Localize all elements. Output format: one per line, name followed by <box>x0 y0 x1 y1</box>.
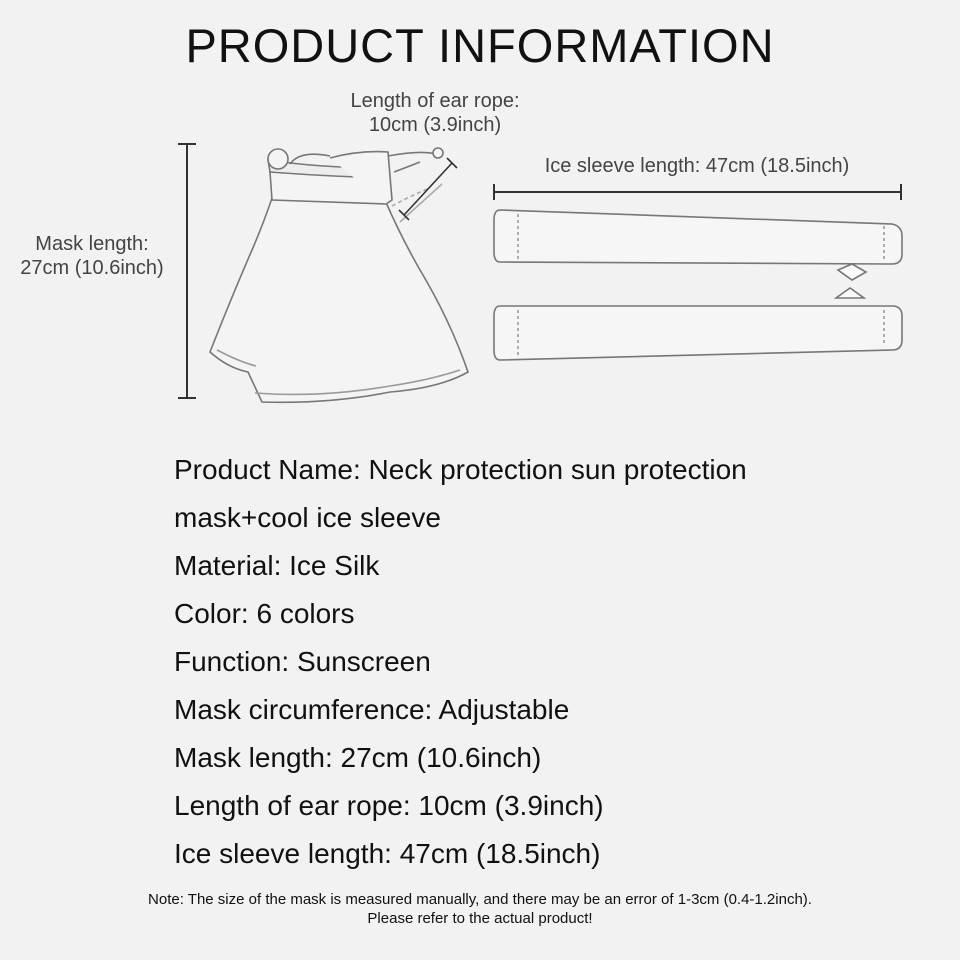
mask-length-label-line1: Mask length: <box>35 233 149 255</box>
product-specs-list <box>174 446 934 878</box>
spec-function: Function: Sunscreen <box>174 646 431 677</box>
mask-length-label-line2: 27cm (10.6inch) <box>20 257 164 279</box>
mask-length-dimension-line <box>178 144 196 398</box>
note-line2: Please refer to the actual product! <box>367 910 593 927</box>
product-diagram <box>0 0 960 440</box>
measurement-note <box>0 890 960 928</box>
spec-ear-rope-length: Length of ear rope: 10cm (3.9inch) <box>174 790 604 821</box>
spec-product-name-line1: Product Name: Neck protection sun protection <box>174 454 747 485</box>
ear-rope-label-line1: Length of ear rope: <box>350 90 520 112</box>
note-line1: Note: The size of the mask is measured manually, and there may be an error of 1-3cm (0.4-1.2inch). <box>148 891 812 908</box>
sleeve-length-dimension-label: Ice sleeve length: 47cm (18.5inch) <box>544 155 850 177</box>
spec-mask-circumference: Mask circumference: Adjustable <box>174 694 570 725</box>
spec-product-name-line2: mask+cool ice sleeve <box>174 502 441 533</box>
ear-rope-label-line2: 10cm (3.9inch) <box>368 114 502 136</box>
sleeve-length-dimension-line <box>494 184 901 200</box>
spec-sleeve-length: Ice sleeve length: 47cm (18.5inch) <box>174 838 601 869</box>
spec-mask-length: Mask length: 27cm (10.6inch) <box>174 742 542 773</box>
mask-illustration <box>210 148 468 402</box>
spec-material: Material: Ice Silk <box>174 550 380 581</box>
spec-color: Color: 6 colors <box>174 598 355 629</box>
ice-sleeve-illustration-top <box>494 210 902 280</box>
page-title: PRODUCT INFORMATION <box>185 19 775 72</box>
ice-sleeve-illustration-bottom <box>494 288 902 360</box>
